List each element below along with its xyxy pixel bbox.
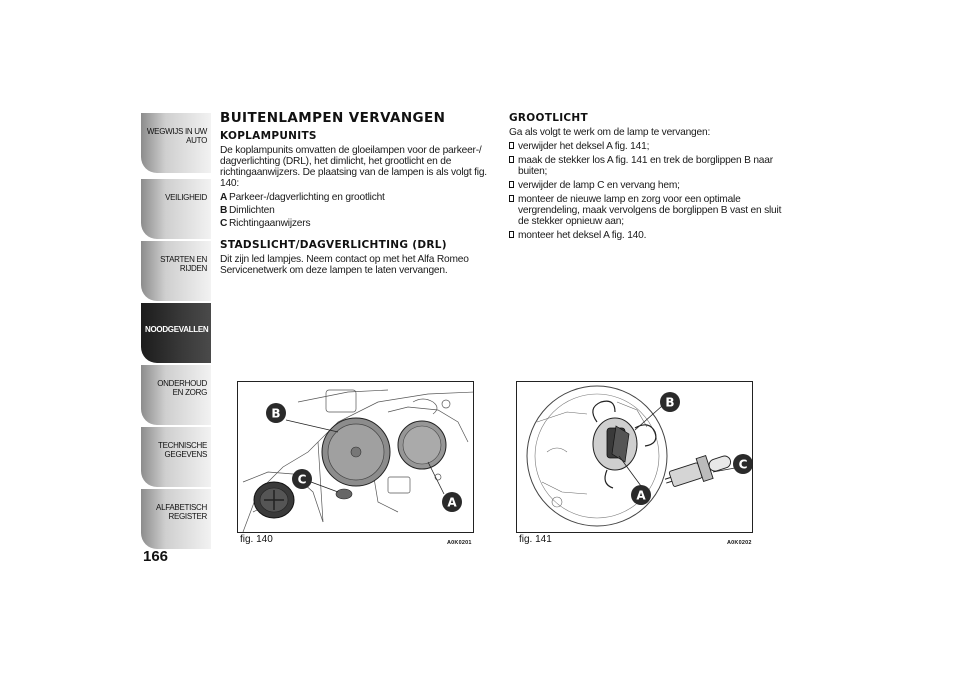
- section-heading-drl: STADSLICHT/DAGVERLICHTING (DRL): [220, 239, 447, 251]
- label-a: A: [447, 495, 457, 510]
- tab-veiligheid[interactable]: VEILIGHEID: [141, 179, 211, 239]
- steps-list: [509, 141, 789, 241]
- left-column: [220, 110, 492, 279]
- bulb-illustration: [517, 382, 753, 533]
- list-item: verwijder het deksel A fig. 141;: [509, 141, 789, 152]
- intro-text: Ga als volgt te werk om de lamp te vervangen:: [509, 127, 711, 138]
- checkbox-bullet-icon: [509, 156, 514, 163]
- tab-onderhoud[interactable]: ONDERHOUD EN ZORG: [141, 365, 211, 425]
- definition-value: Parkeer-/dagverlichting en grootlicht: [229, 192, 385, 203]
- tab-starten[interactable]: STARTEN EN RIJDEN: [141, 241, 211, 301]
- tab-alfabetisch[interactable]: ALFABETISCH REGISTER: [141, 489, 211, 549]
- label-b: B: [665, 395, 675, 410]
- checkbox-bullet-icon: [509, 142, 514, 149]
- figure-caption: fig. 141: [519, 534, 552, 545]
- label-c-icon: [733, 454, 753, 474]
- figure-caption: fig. 140: [240, 534, 273, 545]
- right-column: [509, 113, 789, 244]
- definition-value: Dimlichten: [229, 205, 275, 216]
- label-b: B: [271, 406, 281, 421]
- definition-value: Richtingaanwijzers: [229, 218, 311, 229]
- figure-141-bulb: [516, 381, 753, 533]
- label-c-icon: [292, 469, 312, 489]
- tab-noodgevallen[interactable]: NOODGEVALLEN: [141, 303, 211, 363]
- definition-item: [220, 218, 492, 229]
- section-heading-koplampunits: KOPLAMPUNITS: [220, 130, 317, 142]
- figure-140-headlamp: [237, 381, 474, 533]
- section-heading-grootlicht: GROOTLICHT: [509, 112, 588, 124]
- definition-key: A: [220, 192, 228, 203]
- definition-key: B: [220, 205, 228, 216]
- figure-code: A0K0201: [447, 540, 472, 546]
- list-item: verwijder de lamp C en vervang hem;: [509, 180, 789, 191]
- definition-key: C: [220, 218, 228, 229]
- label-a: A: [636, 488, 646, 503]
- label-b-icon: [660, 392, 680, 412]
- figure-code: A0K0202: [727, 540, 752, 546]
- label-c: C: [738, 457, 748, 472]
- page-number: 166: [143, 548, 169, 565]
- definition-item: [220, 205, 492, 216]
- headlamp-illustration: [238, 382, 474, 533]
- checkbox-bullet-icon: [509, 231, 514, 238]
- section-text-drl: Dit zijn led lampjes. Neem contact op met het Alfa Romeo Servicenetwerk om deze lampen te laten vervangen.: [220, 254, 469, 276]
- list-item: monteer de nieuwe lamp en zorg voor een optimale vergrendeling, maak vervolgens de borglippen B vast en sluit de stekker opnieuw aan;: [509, 194, 789, 227]
- definition-item: [220, 192, 492, 203]
- checkbox-bullet-icon: [509, 181, 514, 188]
- tab-wegwijs[interactable]: WEGWIJS IN UW AUTO: [141, 113, 211, 173]
- label-a-icon: [631, 485, 651, 505]
- tab-technische[interactable]: TECHNISCHE GEGEVENS: [141, 427, 211, 487]
- page-title: BUITENLAMPEN VERVANGEN: [220, 110, 446, 126]
- section-text-koplampunits: De koplampunits omvatten de gloeilampen voor de parkeer-/ dagverlichting (DRL), het dimlicht, het grootlicht en de richtingaanwijzers. De plaatsing van de lampen is als volgt fig. 140:: [220, 145, 487, 189]
- label-a-icon: [442, 492, 462, 512]
- list-item: maak de stekker los A fig. 141 en trek de borglippen B naar buiten;: [509, 155, 789, 177]
- list-item: monteer het deksel A fig. 140.: [509, 230, 789, 241]
- checkbox-bullet-icon: [509, 195, 514, 202]
- label-c: C: [297, 472, 307, 487]
- label-b-icon: [266, 403, 286, 423]
